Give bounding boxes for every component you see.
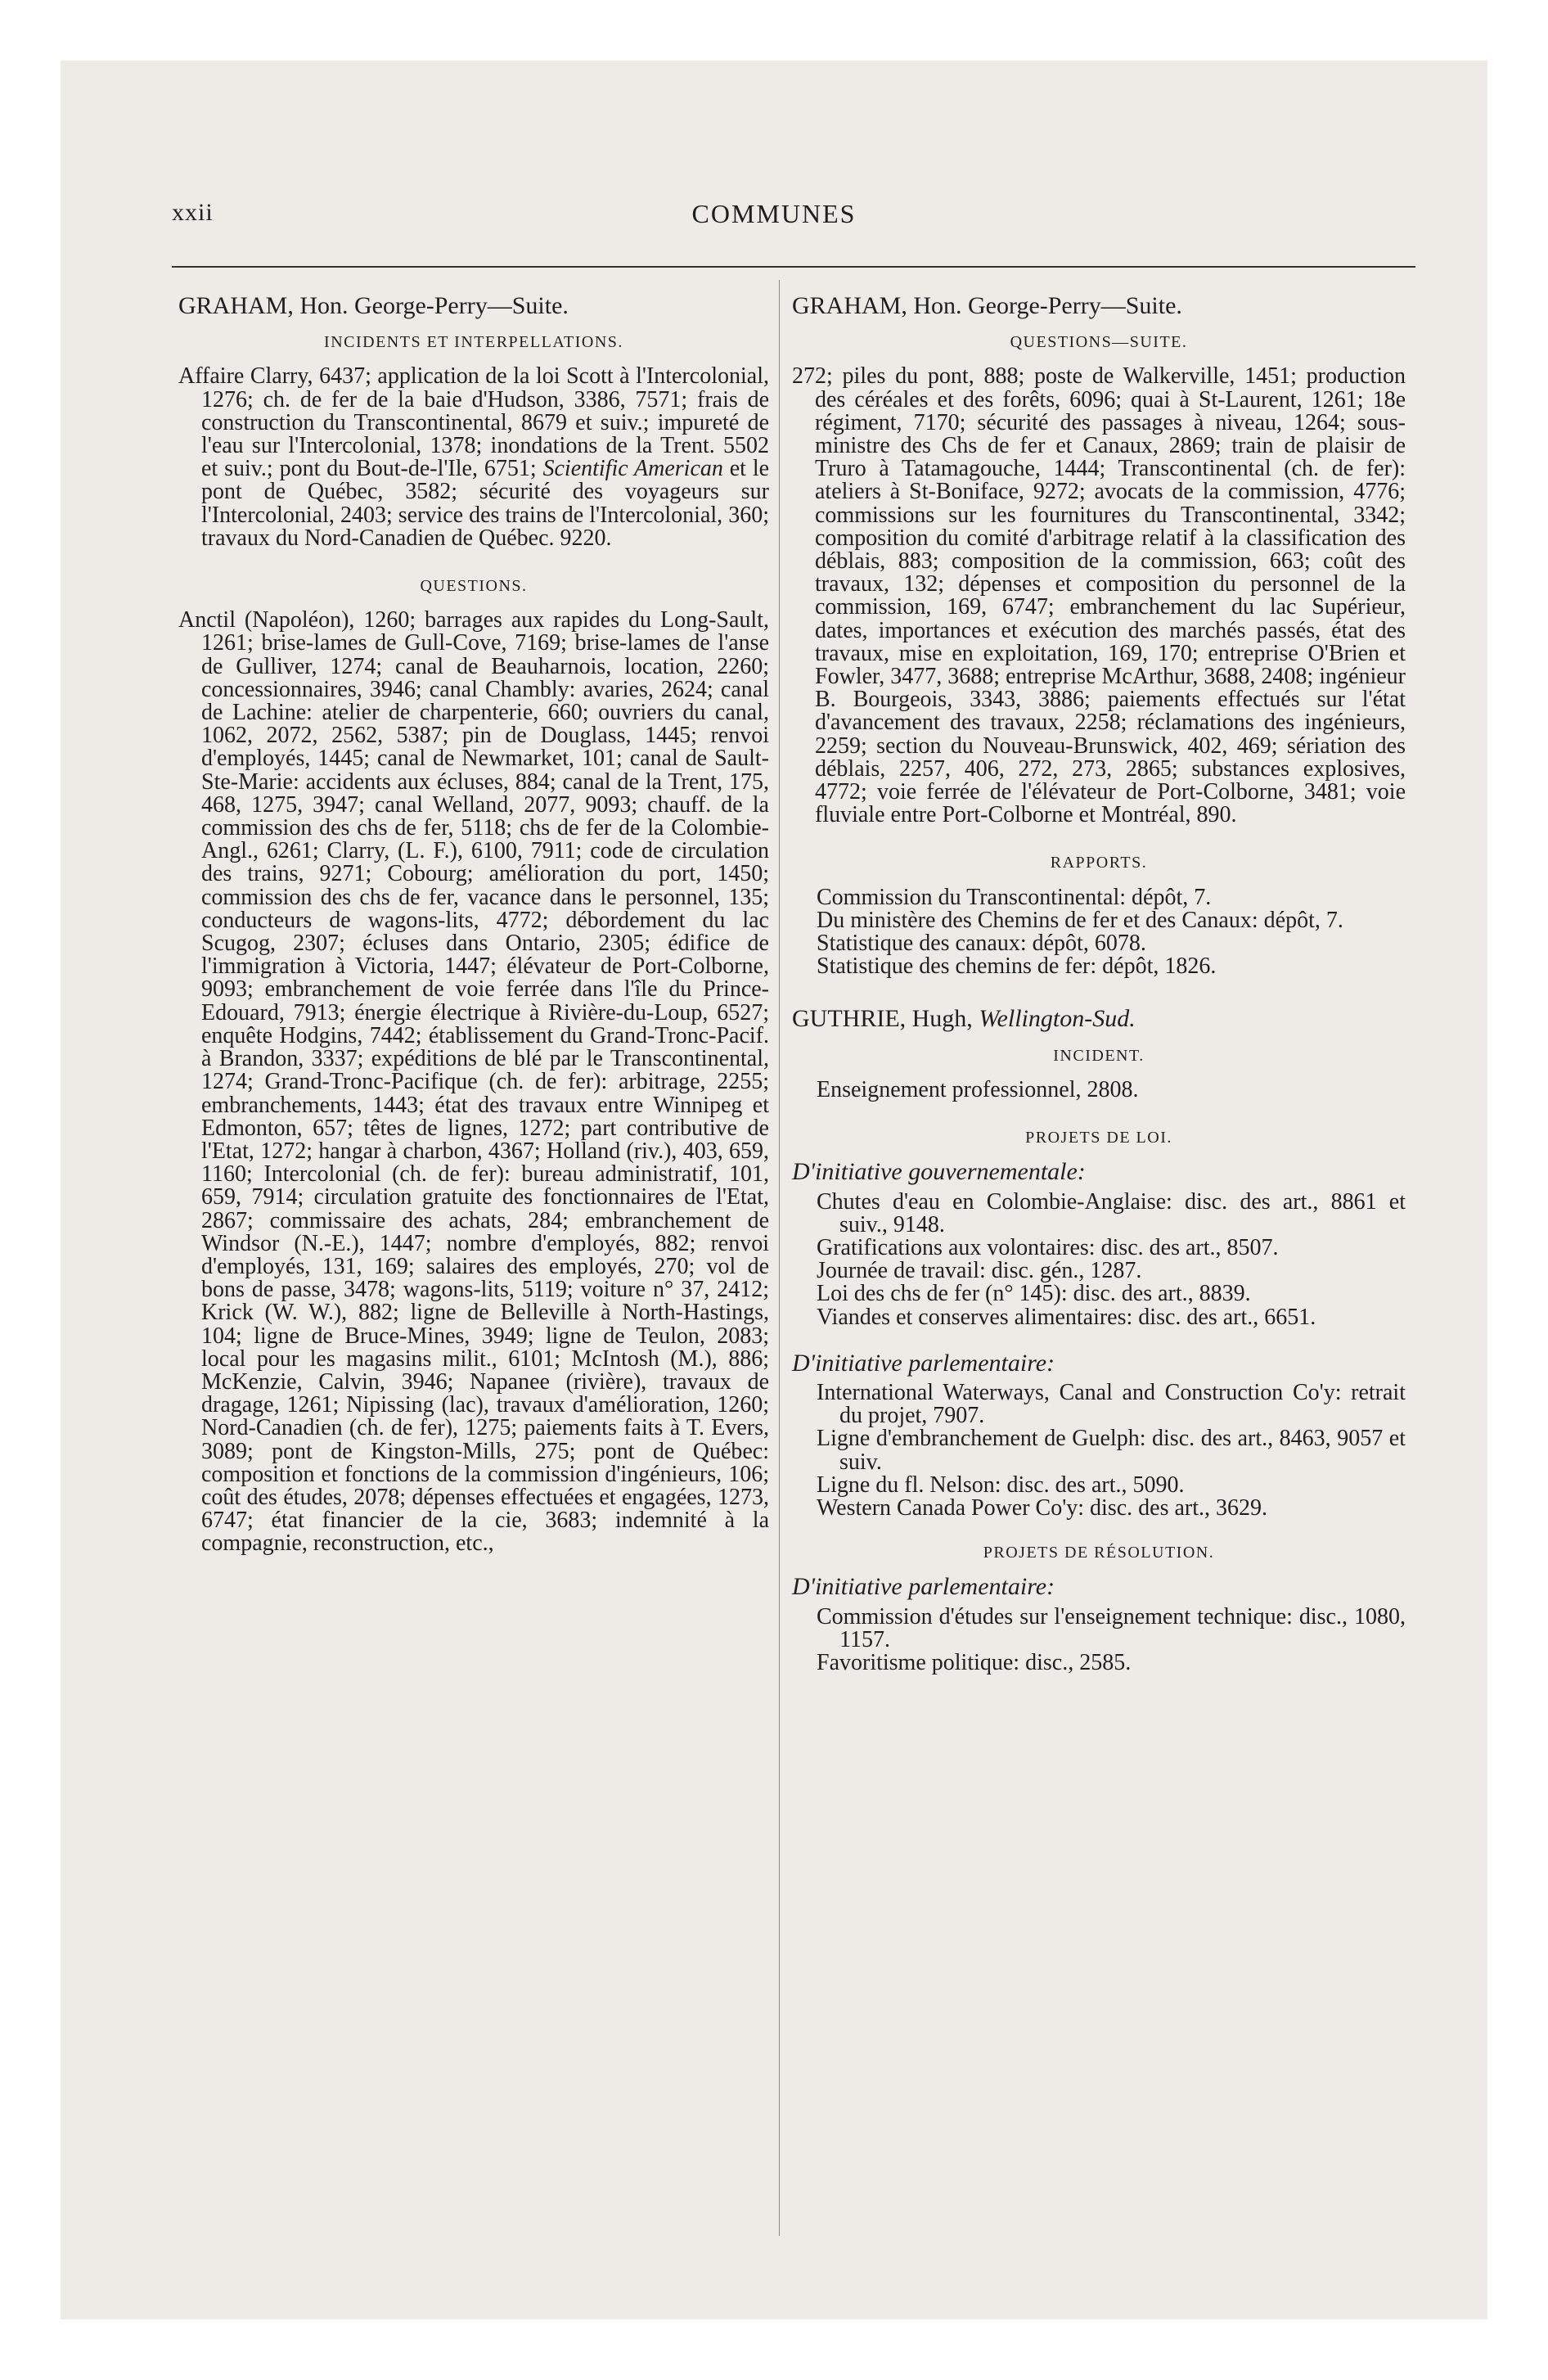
section-incidents: INCIDENTS ET INTERPELLATIONS. <box>324 333 623 352</box>
incidents-paragraph <box>178 365 769 550</box>
section-rapports: RAPPORTS. <box>1050 854 1148 872</box>
left-column <box>178 292 770 1557</box>
bill-item: International Waterways, Canal and Construction Co'y: retrait du projet, 7907. <box>817 1379 1406 1429</box>
running-title: COMMUNES <box>691 199 857 228</box>
incident-item: Enseignement professionnel, 2808. <box>817 1076 1139 1102</box>
left-heading: GRAHAM, Hon. George-Perry—Suite. <box>178 292 569 319</box>
bill-item: Ligne d'embranchement de Guelph: disc. des art., 8463, 9057 et suiv. <box>817 1426 1406 1475</box>
questions-continued-paragraph: 272; piles du pont, 888; poste de Walkerville, 1451; production des céréales et des forêts, 6096; quai à St-Laurent, 1261; 18e régiment, 7170; sécurité des passages à niveau, 1264; sous-ministre des Chs de fer et Canaux, 2869; train de plaisir de Truro à Tatamagouche, 1444; Transcontinental (ch. de fer): ateliers à St-Boniface, 9272; avocats de la commission, 4776; commissions sur les fournitures du Transcontinental, 3342; composition du comité d'arbitrage relatif à la classification des déblais, 883; composition de la commission, 663; coût des travaux, 132; dépenses et composition du personnel de la commission, 169, 6747; embranchement du lac Supérieur, dates, importances et exécution des marchés passés, état des travaux, mise en exploitation, 169, 170; entreprise O'Brien et Fowler, 3477, 3688; entreprise McArthur, 3688, 2408; ingénieur B. Bourgeois, 3343, 3886; paiements effectués sur l'état d'avancement des travaux, 2258; réclamations des ingénieurs, 2259; section du Nouveau-Brunswick, 402, 469; sériation des déblais, 2257, 406, 272, 273, 2865; substances explosives, 4772; voie ferrée de l'élévateur de Port-Colborne, 3481; voie fluviale entre Port-Colborne et Montréal, 890. <box>792 363 1406 828</box>
rapport-item: Commission du Transcontinental: dépôt, 7. <box>817 884 1212 910</box>
guthrie-heading <box>792 1005 1406 1033</box>
rapport-item: Statistique des canaux: dépôt, 6078. <box>817 931 1146 957</box>
gouvernementale-heading: D'initiative gouvernementale: <box>792 1158 1086 1186</box>
section-projets-de-loi: PROJETS DE LOI. <box>1025 1129 1172 1147</box>
incidents-text-b: et le pont de Québec, 3582; sécurité des voyageurs sur l'Intercolonial, 2403; service des trains de l'Intercolonial, 360; travaux du Nord-Canadien de Québec. 9220. <box>201 456 770 551</box>
resolution-item: Commission d'études sur l'enseignement technique: disc., 1080, 1157. <box>817 1603 1406 1652</box>
incidents-text-a: Affaire Clarry, 6437; application de la loi Scott à l'Intercolonial, 1276; ch. de fer de la baie d'Hudson, 3386, 7571; frais de construction du Transcontinental, 8679 et suiv.; impureté de l'eau sur l'Intercolonial, 1378; inondations de la Trent. 5502 et suiv.; pont du Bout-de-l'Ile, 6751; <box>178 363 769 482</box>
bill-item: Ligne du fl. Nelson: disc. des art., 5090. <box>817 1472 1185 1498</box>
section-projets-de-resolution: PROJETS DE RÉSOLUTION. <box>983 1544 1215 1562</box>
guthrie-name: GUTHRIE, Hugh, <box>792 1005 973 1033</box>
resolution-parlementaire-heading: D'initiative parlementaire: <box>792 1573 1055 1601</box>
bill-item: Gratifications aux volontaires: disc. des art., 8507. <box>817 1234 1279 1260</box>
bill-item: Loi des chs de fer (n° 145): disc. des art., 8839. <box>817 1281 1251 1307</box>
bill-item: Western Canada Power Co'y: disc. des art., 3629. <box>817 1494 1268 1521</box>
section-incident: INCIDENT. <box>1053 1046 1145 1065</box>
parlementaire-heading: D'initiative parlementaire: <box>792 1349 1055 1377</box>
bill-item: Viandes et conserves alimentaires: disc. des art., 6651. <box>817 1304 1316 1330</box>
questions-paragraph: Anctil (Napoléon), 1260; barrages aux rapides du Long-Sault, 1261; brise-lames de Gull-Cove, 7169; brise-lames de l'anse de Gulliver, 1274; canal de Beauharnois, location, 2260; concessionnaires, 3946; canal Chambly: avaries, 2624; canal de Lachine: atelier de charpenterie, 660; ouvriers du canal, 1062, 2072, 2562, 5387; pin de Douglass, 1445; renvoi d'employés, 1445; canal de Newmarket, 101; canal de Sault-Ste-Marie: accidents aux écluses, 884; canal de la Trent, 175, 468, 1275, 3947; canal Welland, 2077, 9093; chauff. de la commission des chs de fer, 5118; chs de fer de la Colombie-Angl., 6261; Clarry, (L. F.), 6100, 7911; code de circulation des trains, 9271; Cobourg; amélioration du port, 1450; commission des chs de fer, vacance dans le personnel, 135; conducteurs de wagons-lits, 4772; débordement du lac Scugog, 2307; écluses dans Ontario, 2305; édifice de l'immigration à Victoria, 1447; élévateur de Port-Colborne, 9093; embranchement de voie ferrée dans l'île du Prince-Edouard, 7913; énergie électrique à Rivière-du-Loup, 6527; enquête Hodgins, 7442; établissement du Grand-Tronc-Pacif. à Brandon, 3337; expéditions de blé par le Transcontinental, 1274; Grand-Tronc-Pacifique (ch. de fer): arbitrage, 2255; embranchements, 1443; état des travaux entre Winnipeg et Edmonton, 657; têtes de lignes, 1272; part contributive de l'Etat, 1272; hangar à charbon, 4367; Holland (riv.), 403, 659, 1160; Intercolonial (ch. de fer): bureau administratif, 101, 659, 7914; circulation gratuite des fonctionnaires de l'Etat, 2867; commissaire des achats, 284; embranchement de Windsor (N.-E.), 1447; nombre d'employés, 882; renvoi d'employés, 131, 169; salaires des employés, 270; vol de bons de passe, 3478; wagons-lits, 5119; voiture n° 37, 2412; Krick (W. W.), 882; ligne de Belleville à North-Hastings, 104; ligne de Bruce-Mines, 3949; ligne de Teulon, 2083; local pour les magasins milit., 6101; McIntosh (M.), 886; McKenzie, Calvin, 3946; Napanee (rivière), travaux de dragage, 1261; Nipissing (lac), travaux d'amélioration, 1260; Nord-Canadien (ch. de fer), 1275; paiements faits à T. Evers, 3089; pont de Kingston-Mills, 275; pont de Québec: composition et fonctions de la commission d'ingénieurs, 106; coût des études, 2078; dépenses effectuées et engagées, 1273, 6747; état financier de la cie, 3683; indemnité à la compagnie, reconstruction, etc., <box>178 607 769 1557</box>
column-divider <box>779 280 780 2236</box>
right-heading: GRAHAM, Hon. George-Perry—Suite. <box>792 292 1182 319</box>
right-column <box>792 292 1406 1675</box>
header-rule <box>172 266 1415 268</box>
resolution-item: Favoritisme politique: disc., 2585. <box>817 1649 1132 1675</box>
rapport-item: Du ministère des Chemins de fer et des Canaux: dépôt, 7. <box>817 907 1343 933</box>
bill-item: Chutes d'eau en Colombie-Anglaise: disc. des art., 8861 et suiv., 9148. <box>817 1188 1406 1237</box>
rapport-item: Statistique des chemins de fer: dépôt, 1826. <box>817 953 1217 980</box>
section-questions: QUESTIONS. <box>420 577 528 596</box>
incidents-italic-title: Scientific American <box>542 456 723 482</box>
section-questions-suite: QUESTIONS—SUITE. <box>1010 333 1188 352</box>
page-number: xxii <box>172 199 214 226</box>
guthrie-riding: Wellington-Sud. <box>979 1005 1136 1033</box>
bill-item: Journée de travail: disc. gén., 1287. <box>817 1258 1142 1284</box>
